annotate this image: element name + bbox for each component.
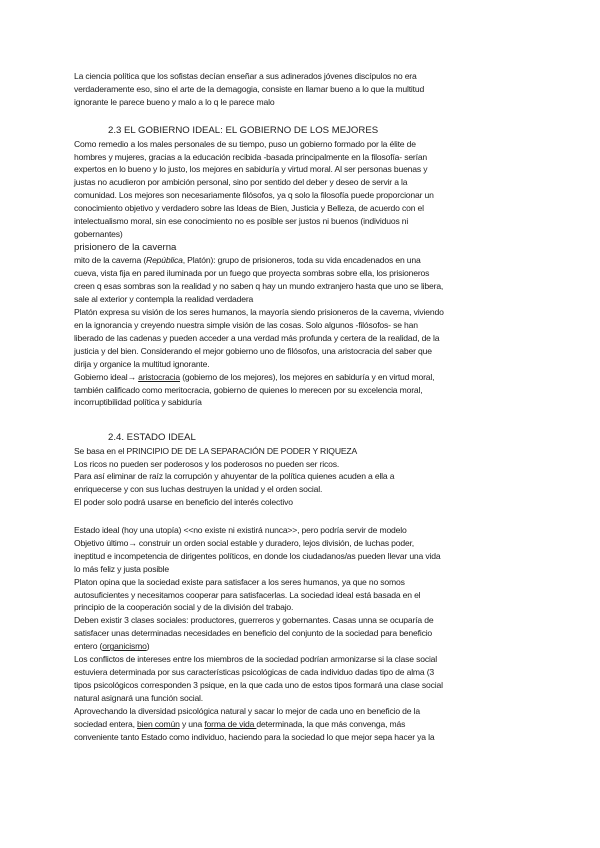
text-line: Para así eliminar de raíz la corrupción y ahuyentar de la política quienes acuden a ella a [74,471,395,482]
underlined-term: forma de vida [204,718,257,729]
text-run: ) [146,641,150,652]
text-line: expertos en lo bueno y lo justo, los mejores en sabiduría y virtud moral. Al ser personas buenas y [74,164,428,175]
section-2-4-continued [74,524,526,743]
text-line: dirija y organice la multitud ignorante. [74,358,210,369]
text-line: hombres y mujeres, gracias a la educación recibida -basada principalmente en la filosofía- serían [74,151,428,162]
text-line: Aprovechando la diversidad psicológica natural y sacar lo mejor de cada uno en beneficio de la [74,705,420,716]
text-line: Platón expresa su visión de los seres humanos, la mayoría siendo prisioneros de la caverna, viviendo [74,307,444,318]
section-heading: 2.4. ESTADO IDEAL [108,432,196,443]
text-line: creen q esas sombras son la realidad y no saben q hay un mundo extranjero hasta que uno se libera, [74,281,444,292]
text-line [74,640,526,653]
paragraph-principio [74,445,526,510]
text-line: comunidad. Los mejores son necesariamente filósofos, ya q solo la filosofía puede proporcionar un [74,190,434,201]
text-line: tipos psicológicos corresponden 3 psique, en la que cada uno de estos tipos formará una clase social [74,679,443,690]
text-line [74,371,526,384]
text-line: ignorante le parece bueno y malo a lo q le parece malo [74,96,275,107]
cave-label: prisionero de la caverna [74,241,177,253]
text-line: El poder solo podrá usarse en beneficio del interés colectivo [74,497,293,508]
underlined-term: aristocracia [138,371,181,382]
intro-paragraph [74,70,526,109]
text-line: conveniente tanto Estado como individuo, haciendo para la sociedad lo que mejor sepa hacer ya la [74,731,435,742]
text-run: entero ( [74,641,103,652]
text-line: enriquecerse y con sus luchas destruyen la unidad y el orden social. [74,484,323,495]
italic-title: República [146,255,183,266]
text-line: verdaderamente eso, sino el arte de la demagogia, consiste en llamar bueno a lo que la multitud [74,83,425,94]
section-2-3 [74,124,526,409]
text-run: (gobierno de los mejores), los mejores en sabiduría y en virtud moral, [180,371,435,382]
text-run: , Platón): grupo de prisioneros, toda su vida encadenados en una [182,255,421,266]
text-run: y una [179,718,205,729]
text-line: incorruptibilidad política y sabiduría [74,397,202,408]
text-line: intelectualismo moral, sin ese conocimiento no es posible ser justos ni buenos (individuos ni [74,216,409,227]
text-line: justicia y del bien. Considerando el mejor gobierno uno de filósofos, una aristocracia del saber que [74,345,432,356]
text-line: ineptitud e incompetencia de dirigentes políticos, en donde los ciudadanos/as pueden llevar una vida [74,550,441,561]
underlined-term: organicismo [102,641,147,652]
text-run: mito de la caverna ( [74,255,147,266]
text-line: también calificado como meritocracia, gobierno de quienes lo merecen por su excelencia moral, [74,384,423,395]
text-line: sale al exterior y contempla la realidad verdadera [74,294,254,305]
text-line: La ciencia política que los sofistas decían enseñar a sus adinerados jóvenes discípulos no era [74,71,417,81]
text-line: Estado ideal (hoy una utopía) <<no existe ni existirá nunca>>, pero podría servir de modelo [74,525,407,535]
text-line: gobernantes) [74,228,123,239]
text-line [74,718,526,731]
text-run: determinada, la que más convenga, más [256,718,406,729]
section-2-4 [74,431,526,509]
text-line: estuviera determinada por sus características psicológicas de cada individuo dadas tipo de alma (3 [74,666,435,677]
text-line: Deben existir 3 clases sociales: productores, guerreros y gobernantes. Casas unna se ocuparía de [74,615,434,626]
text-line [74,254,526,267]
paragraph-vision [74,306,526,371]
paragraph-mito [74,254,526,306]
text-line: justas no acudieron por ambición personal, sino por sentido del deber y deseo de servir a la [74,177,408,188]
text-line: Platon opina que la sociedad existe para satisfacer a los seres humanos, ya que no somos [74,576,405,587]
text-line: principio de la cooperación social y de la división del trabajo. [74,602,294,613]
text-run: Gobierno ideal→ [74,371,139,382]
text-line: autosuficientes y necesitamos cooperar para satisfacerlas. La sociedad ideal está basada en el [74,589,421,600]
text-line: en la ignorancia y creyendo nuestra simple visión de las cosas. Solo algunos -filósofos- se han [74,319,418,330]
text-line: cueva, vista fija en pared iluminada por un fuego que proyecta sombras sobre ella, los prisioneros [74,268,430,279]
paragraph-gobierno [74,138,526,241]
text-line: liberado de las cadenas y pueden acceder a una verdad más profunda y certera de la realidad, de la [74,332,440,343]
text-run: sociedad entera, [74,718,138,729]
text-line: lo más feliz y justa posible [74,563,170,574]
paragraph-gobierno-ideal [74,371,526,410]
text-line: Se basa en el PRINCIPIO DE DE LA SEPARACIÓN DE PODER Y RIQUEZA [74,445,358,456]
text-line: satisfacer unas determinadas necesidades en beneficio del conjunto de la sociedad para beneficio [74,628,433,639]
text-line: conocimiento objetivo y verdadero sobre las Ideas de Bien, Justicia y Belleza, de acuerdo con el [74,203,424,214]
text-line: Los conflictos de intereses entre los miembros de la sociedad podrían armonizarse si la clase social [74,654,438,665]
text-line: Objetivo último→ construir un orden social estable y duradero, lejos división, de luchas poder, [74,537,415,548]
underlined-term: bien común [137,718,180,729]
text-line: Como remedio a los males personales de su tiempo, puso un gobierno formado por la élite de [74,138,416,149]
text-line: natural asignará una función social. [74,692,204,703]
section-heading: 2.3 EL GOBIERNO IDEAL: EL GOBIERNO DE LOS MEJORES [108,125,379,136]
text-line: Los ricos no pueden ser poderosos y los poderosos no pueden ser ricos. [74,458,340,469]
